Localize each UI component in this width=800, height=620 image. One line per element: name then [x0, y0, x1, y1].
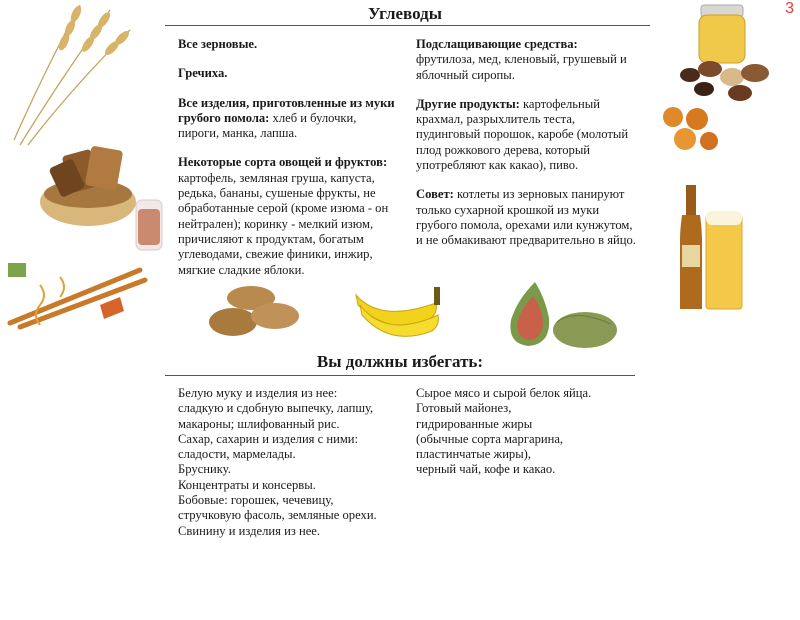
avoid-left-line: Концентраты и консервы.	[178, 477, 316, 492]
wheat-illustration	[0, 0, 150, 150]
avoid-left-line: Сахар, сахарин и изделия с ними:	[178, 431, 359, 446]
avoid-title: Вы должны избегать:	[316, 352, 484, 371]
banana-illustration	[350, 283, 445, 345]
avoid-left-line: сладости, мармелады.	[178, 447, 296, 462]
carbs-left-item: Все изделия, приготовленные из муки грубого помола: хлеб и булочки, пироги, манка, лапша.	[178, 95, 395, 141]
grain-jar-illustration	[130, 195, 170, 255]
carbs-left-item: Некоторые сорта овощей и фруктов: картофель, земляная груша, капуста, редька, бананы, сушеные фрукты, не обработанные серой (кроме изюма - он нейтрален); коринку - мелкий изюм, причисляют к продуктам, богатым углеводами, свежие финики, инжир, мягкие сладкие яблоки.	[178, 155, 389, 277]
avoid-right-line: Готовый майонез,	[416, 401, 512, 416]
potato-illustration	[205, 282, 305, 342]
carbs-right-item: Подслащивающие средства: фрутилоза, мед, кленовый, грушевый и яблочный сиропы.	[416, 37, 627, 82]
dried-fruit-illustration	[670, 55, 780, 105]
carbs-right-item: Совет: котлеты из зерновых панируют только сухарной крошкой из муки грубого помола, орехами или кунжутом, и не обмакивают предварительно в яйцо.	[416, 187, 636, 248]
carbs-left-column	[178, 37, 400, 292]
avoid-right-column	[416, 386, 616, 478]
avoid-right-line: (обычные сорта маргарина,	[416, 431, 564, 446]
avoid-left-line: Свинину и изделия из нее.	[178, 523, 321, 538]
pasta-illustration	[0, 255, 150, 335]
avoid-right-line: черный чай, кофе и какао.	[416, 462, 556, 477]
page-number: 3	[785, 0, 794, 17]
avoid-title-rule	[165, 375, 635, 376]
fig-illustration	[505, 278, 620, 350]
avoid-right-line: Сырое мясо и сырой белок яйца.	[416, 386, 592, 400]
carbs-title-rule	[165, 25, 650, 26]
avoid-left-line: Белую муку и изделия из нее:	[178, 386, 338, 400]
beer-illustration	[672, 185, 752, 315]
avoid-right-line: пластинчатые жиры),	[416, 447, 532, 462]
avoid-left-line: сладкую и сдобную выпечку, лапшу,	[178, 401, 374, 416]
avoid-left-line: Бруснику.	[178, 462, 231, 477]
carbs-right-column	[416, 37, 636, 263]
apricot-illustration	[655, 105, 725, 155]
avoid-left-column	[178, 386, 403, 539]
carbs-title: Углеводы	[368, 4, 442, 23]
avoid-left-line: макароны; шлифованный рис.	[178, 416, 340, 431]
carbs-left-item: Гречиха.	[178, 66, 228, 81]
avoid-left-line: Бобовые: горошек, чечевицу,	[178, 493, 334, 508]
avoid-left-line: стручковую фасоль, земляные орехи.	[178, 508, 377, 523]
avoid-right-line: гидрированные жиры	[416, 416, 533, 431]
carbs-left-item: Все зерновые.	[178, 37, 258, 51]
carbs-right-item: Другие продукты: картофельный крахмал, разрыхлитель теста, пудинговый порошок, каробе (молотый плод рожкового дерева, который употребляют как какао), пиво.	[416, 96, 629, 173]
